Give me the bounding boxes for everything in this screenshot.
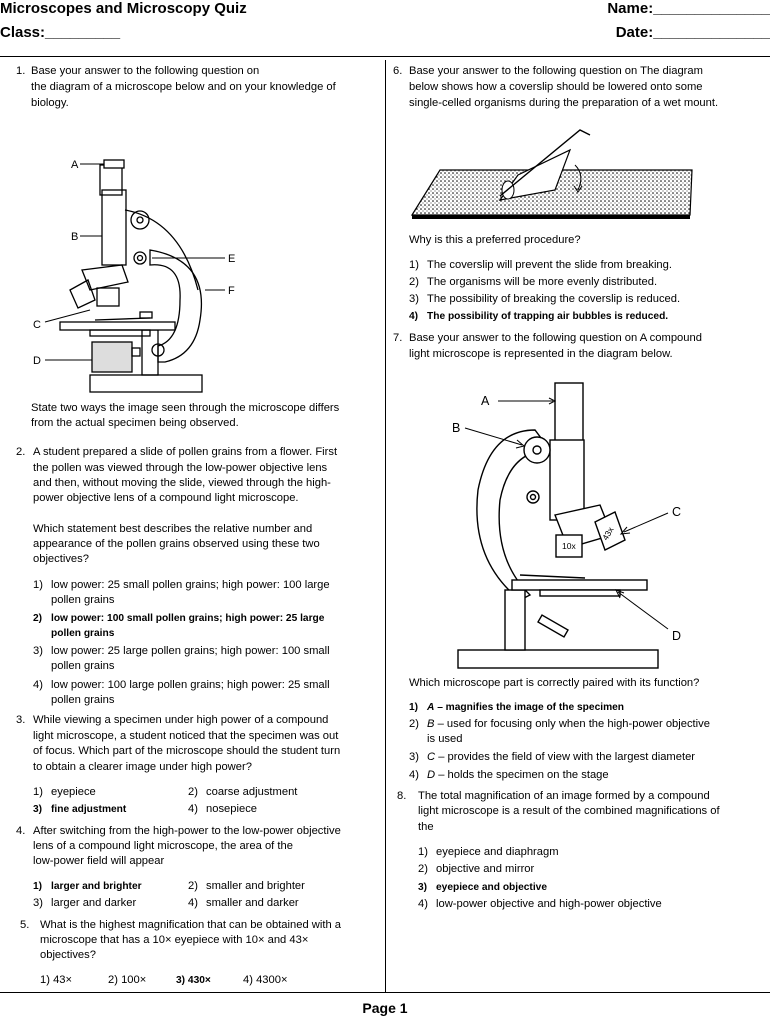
answer-option[interactable] xyxy=(108,973,146,988)
answer-number: 2) xyxy=(409,276,419,288)
quiz-title: Microscopes and Microscopy Quiz xyxy=(0,0,247,17)
diagram-label-d: D xyxy=(33,355,41,367)
answer-number: 3) xyxy=(418,882,428,893)
answer-text: nosepiece xyxy=(206,803,258,815)
question-text-line: microscope that has a 10× eyepiece with 10× and 43× xyxy=(40,934,309,946)
answer-letter: B xyxy=(427,718,435,730)
answer-option[interactable] xyxy=(188,879,305,894)
question-text-line: low-power field will appear xyxy=(33,855,165,867)
question-text-line: power objective lens of a compound light microscope. xyxy=(33,492,299,504)
diagram-label-a: A xyxy=(71,159,79,171)
answer-number: 4) xyxy=(188,897,198,909)
answer-option[interactable] xyxy=(188,896,299,911)
question-number: 2. xyxy=(16,446,26,458)
answer-text-cont: pollen grains xyxy=(51,594,115,606)
answer-text: coarse adjustment xyxy=(206,786,298,798)
question-text-line: Base your answer to the following question on A compound xyxy=(409,332,702,344)
answer-option[interactable] xyxy=(409,750,695,765)
answer-number: 1) xyxy=(33,881,43,892)
answer-number: 2) xyxy=(108,974,118,986)
answer-letter: D xyxy=(427,769,436,781)
diagram-label-d: D xyxy=(672,629,682,643)
answer-text-cont: pollen grains xyxy=(51,694,115,706)
diagram-label-f: F xyxy=(228,285,235,297)
answer-number: 1) xyxy=(33,786,43,798)
question-prompt-line: appearance of the pollen grains observed using these two xyxy=(33,538,320,550)
answer-number: 3) xyxy=(33,897,43,909)
answer-option[interactable] xyxy=(188,785,297,800)
answer-text: eyepiece xyxy=(51,786,96,798)
question-text-line: light microscope is represented in the diagram below. xyxy=(409,348,673,360)
question-prompt-line: objectives? xyxy=(33,553,89,565)
question-prompt: Which microscope part is correctly paired with its function? xyxy=(409,677,700,689)
answer-option[interactable] xyxy=(409,768,609,783)
date-field[interactable]: Date:______________ xyxy=(615,24,770,41)
question-number: 6. xyxy=(393,65,403,77)
answer-option[interactable] xyxy=(418,897,662,912)
name-field[interactable]: Name:______________ xyxy=(607,0,770,17)
answer-option[interactable] xyxy=(418,862,534,877)
answer-option[interactable] xyxy=(33,896,136,911)
diagram-label-c: C xyxy=(33,319,41,331)
question-text-line: and then, without moving the slide, viewed through the high- xyxy=(33,477,331,489)
answer-option[interactable] xyxy=(40,973,72,988)
answer-text-cont: pollen grains xyxy=(51,660,115,672)
answer-text: 43× xyxy=(53,974,73,986)
lens-label-43x: 43x xyxy=(600,525,616,543)
question-number: 8. xyxy=(397,790,407,802)
answer-text: – magnifies the image of the specimen xyxy=(434,702,625,713)
answer-text: – used for focusing only when the high-power objective xyxy=(434,718,710,730)
question-number: 5. xyxy=(20,919,30,931)
question-prompt-line: State two ways the image seen through the microscope differs xyxy=(31,402,340,414)
answer-number: 4) xyxy=(243,974,253,986)
class-field[interactable]: Class:_________ xyxy=(0,24,121,41)
question-text-line: light microscope is a result of the combined magnifications of xyxy=(418,805,720,817)
answer-text: smaller and brighter xyxy=(206,880,305,892)
answer-text: low power: 25 small pollen grains; high power: 100 large xyxy=(51,579,330,591)
question-text-line: A student prepared a slide of pollen grains from a flower. First xyxy=(33,446,338,458)
question-text-line: The total magnification of an image formed by a compound xyxy=(418,790,710,802)
answer-text-cont: pollen grains xyxy=(51,628,115,639)
diagram-label-b: B xyxy=(452,421,461,435)
answer-text: The organisms will be more evenly distributed. xyxy=(427,276,658,288)
question-text-line: lens of a compound light microscope, the area of the xyxy=(33,840,293,852)
answer-text: low power: 100 large pollen grains; high power: 25 small xyxy=(51,679,330,691)
answer-number: 2) xyxy=(33,613,43,624)
answer-number: 2) xyxy=(188,880,198,892)
question-text-line: the xyxy=(418,821,434,833)
question-text-line: Base your answer to the following question on The diagram xyxy=(409,65,703,77)
answer-letter: A xyxy=(427,702,435,713)
question-number: 3. xyxy=(16,714,26,726)
question-text-line: What is the highest magnification that can be obtained with a xyxy=(40,919,342,931)
question-prompt-line: Which statement best describes the relative number and xyxy=(33,523,313,535)
answer-number: 1) xyxy=(33,579,43,591)
answer-text: larger and brighter xyxy=(51,881,142,892)
answer-text-cont: is used xyxy=(427,733,463,745)
answer-option[interactable] xyxy=(33,785,96,800)
answer-option-correct[interactable] xyxy=(418,880,547,895)
answer-option-correct[interactable] xyxy=(33,879,142,894)
answer-letter: C xyxy=(427,751,436,763)
answer-option[interactable] xyxy=(243,973,287,988)
page-number: Page 1 xyxy=(362,1000,408,1016)
diagram-label-c: C xyxy=(672,505,682,519)
lens-label-10x: 10x xyxy=(562,541,576,551)
answer-text: objective and mirror xyxy=(436,863,535,875)
answer-number: 1) xyxy=(409,259,419,271)
answer-option[interactable] xyxy=(188,802,257,817)
answer-text: eyepiece and diaphragm xyxy=(436,846,559,858)
answer-text: larger and darker xyxy=(51,897,137,909)
diagram-label-b: B xyxy=(71,231,79,243)
answer-text: 4300× xyxy=(256,974,288,986)
question-number: 7. xyxy=(393,332,403,344)
answer-number: 3) xyxy=(33,804,43,815)
diagram-label-e: E xyxy=(228,253,236,265)
answer-number: 4) xyxy=(409,769,419,781)
answer-text: low-power objective and high-power objective xyxy=(436,898,662,910)
answer-number: 4) xyxy=(409,311,419,322)
answer-text: – provides the field of view with the largest diameter xyxy=(435,751,696,763)
question-number: 4. xyxy=(16,825,26,837)
question-prompt-line: from the actual specimen being observed. xyxy=(31,417,239,429)
question-text-line: the diagram of a microscope below and on your knowledge of xyxy=(31,81,336,93)
question-text-line: single-celled organisms during the preparation of a wet mount. xyxy=(409,97,719,109)
answer-number: 3) xyxy=(176,975,186,986)
question-text-line: After switching from the high-power to the low-power objective xyxy=(33,825,341,837)
answer-text: 100× xyxy=(121,974,147,986)
answer-option-correct[interactable] xyxy=(33,802,126,817)
answer-number: 2) xyxy=(418,863,428,875)
answer-text: – holds the specimen on the stage xyxy=(435,769,609,781)
question-text-line: the pollen was viewed through the low-power objective lens xyxy=(33,462,328,474)
answer-text: low power: 25 large pollen grains; high power: 100 small xyxy=(51,645,330,657)
answer-option[interactable] xyxy=(418,845,559,860)
answer-text: The possibility of breaking the coverslip is reduced. xyxy=(427,293,681,305)
answer-number: 3) xyxy=(409,751,419,763)
answer-text: The possibility of trapping air bubbles is reduced. xyxy=(427,311,669,322)
answer-number: 4) xyxy=(418,898,428,910)
answer-number: 3) xyxy=(33,645,43,657)
answer-number: 3) xyxy=(409,293,419,305)
answer-text: 430× xyxy=(187,975,211,986)
answer-text: low power: 100 small pollen grains; high power: 25 large xyxy=(51,613,325,624)
answer-text: The coverslip will prevent the slide from breaking. xyxy=(427,259,672,271)
answer-number: 2) xyxy=(188,786,198,798)
question-text-line: objectives? xyxy=(40,949,96,961)
question-number: 1. xyxy=(16,65,26,77)
question-text-line: of focus. Which part of the microscope should the student turn xyxy=(33,745,341,757)
answer-text: smaller and darker xyxy=(206,897,299,909)
question-text-line: below shows how a coverslip should be lowered onto some xyxy=(409,81,703,93)
answer-number: 2) xyxy=(409,718,419,730)
diagram-label-a: A xyxy=(481,394,490,408)
question-text-line: While viewing a specimen under high power of a compound xyxy=(33,714,329,726)
answer-text: fine adjustment xyxy=(51,804,127,815)
question-text-line: Base your answer to the following question on xyxy=(31,65,260,77)
question-prompt: Why is this a preferred procedure? xyxy=(409,234,581,246)
answer-option-correct[interactable] xyxy=(409,700,624,715)
answer-number: 1) xyxy=(418,846,428,858)
footer-divider xyxy=(0,992,770,993)
question-text-line: light microscope, a student noticed that the specimen was out xyxy=(33,730,339,742)
answer-number: 4) xyxy=(188,803,198,815)
answer-number: 1) xyxy=(409,702,419,713)
answer-option[interactable] xyxy=(409,717,710,747)
question-text-line: biology. xyxy=(31,97,69,109)
answer-option-correct[interactable] xyxy=(176,973,211,988)
answer-number: 1) xyxy=(40,974,50,986)
answer-option[interactable] xyxy=(33,678,330,708)
answer-text: eyepiece and objective xyxy=(436,882,547,893)
question-text-line: to obtain a clearer image under high power? xyxy=(33,761,252,773)
answer-number: 4) xyxy=(33,679,43,691)
